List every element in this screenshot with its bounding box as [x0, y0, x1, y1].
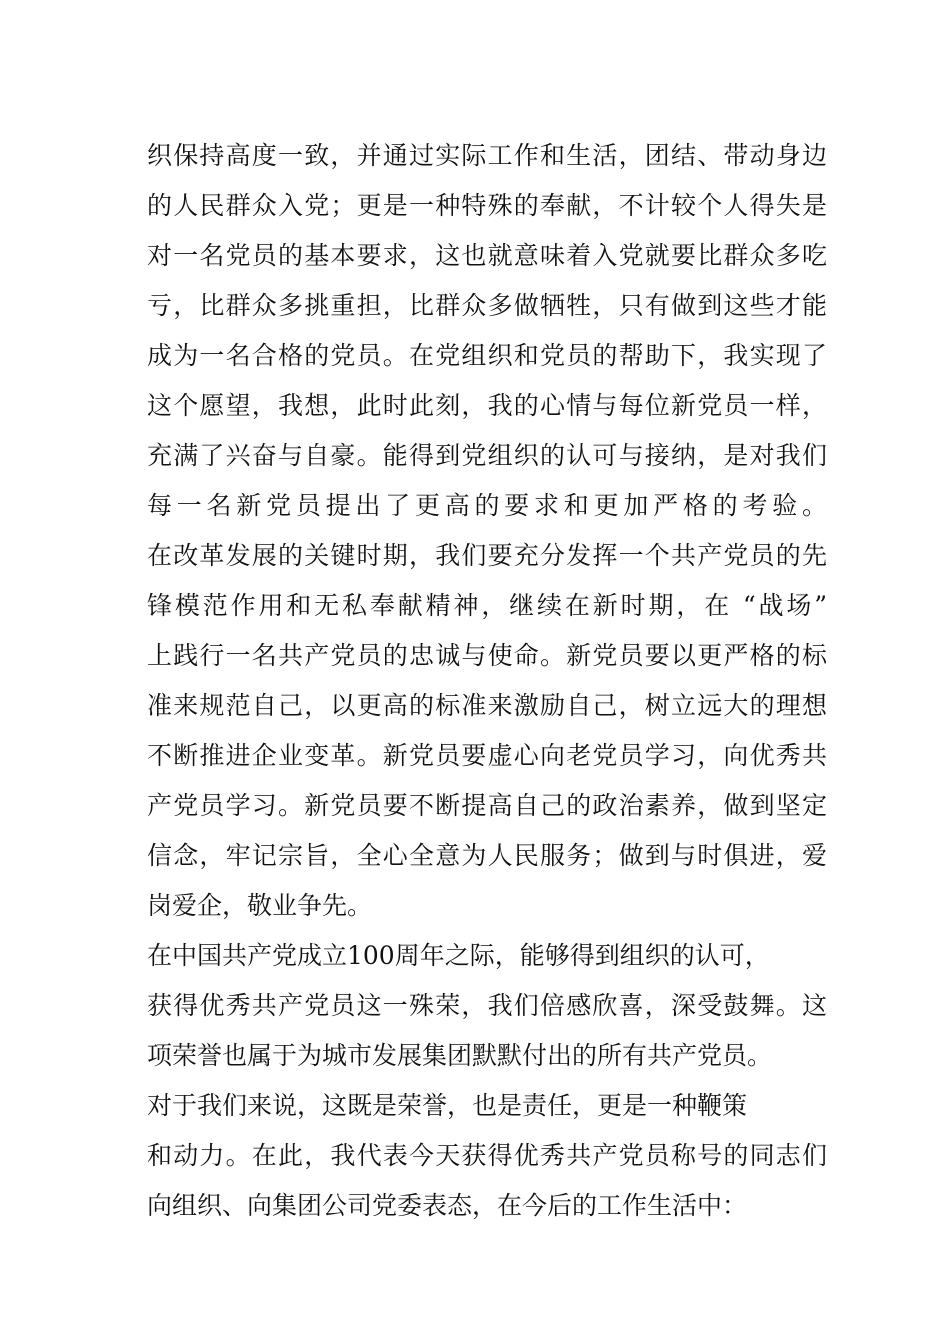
text-line: 充满了兴奋与自豪。能得到党组织的认可与接纳，是对我们 — [147, 441, 827, 470]
text-line: 不断推进企业变革。新党员要虚心向老党员学习，向优秀共 — [147, 741, 827, 770]
text-line: 对于我们来说，这既是荣誉，也是责任，更是一种鞭策 — [147, 1091, 748, 1120]
text-line: 产党员学习。新党员要不断提高自己的政治素养，做到坚定 — [147, 791, 827, 820]
text-line: 项荣誉也属于为城市发展集团默默付出的所有共产党员。 — [147, 1041, 773, 1070]
text-line: 锋模范作用和无私奉献精神，继续在新时期，在 “战场” — [147, 591, 827, 620]
text-line: 成为一名合格的党员。在党组织和党员的帮助下，我实现了 — [147, 341, 827, 370]
text-line: 在改革发展的关键时期，我们要充分发挥一个共产党员的先 — [147, 541, 827, 570]
text-line: 上践行一名共产党员的忠诚与使命。新党员要以更严格的标 — [147, 641, 827, 670]
text-line: 准来规范自己，以更高的标准来激励自己，树立远大的理想 — [147, 691, 827, 720]
text-line: 信念，牢记宗旨，全心全意为人民服务；做到与时俱进，爱 — [147, 841, 827, 870]
text-line: 向组织、向集团公司党委表态，在今后的工作生活中： — [147, 1191, 748, 1220]
text-line: 岗爱企，敬业争先。 — [147, 891, 373, 920]
text-line: 的人民群众入党；更是一种特殊的奉献，不计较个人得失是 — [147, 191, 827, 220]
text-line: 亏，比群众多挑重担，比群众多做牺牲，只有做到这些才能 — [147, 291, 827, 320]
text-line: 对一名党员的基本要求，这也就意味着入党就要比群众多吃 — [147, 241, 827, 270]
text-line: 和动力。在此，我代表今天获得优秀共产党员称号的同志们 — [147, 1141, 827, 1170]
text-line: 获得优秀共产党员这一殊荣，我们倍感欣喜，深受鼓舞。这 — [147, 991, 827, 1020]
text-line: 在中国共产党成立100周年之际，能够得到组织的认可， — [147, 941, 770, 970]
text-line: 织保持高度一致，并通过实际工作和生活，团结、带动身边 — [147, 141, 827, 170]
text-line: 这个愿望，我想，此时此刻，我的心情与每位新党员一样， — [147, 391, 827, 420]
text-line: 每一名新党员提出了更高的要求和更加严格的考验。 — [147, 491, 827, 520]
body-text — [147, 131, 827, 1231]
